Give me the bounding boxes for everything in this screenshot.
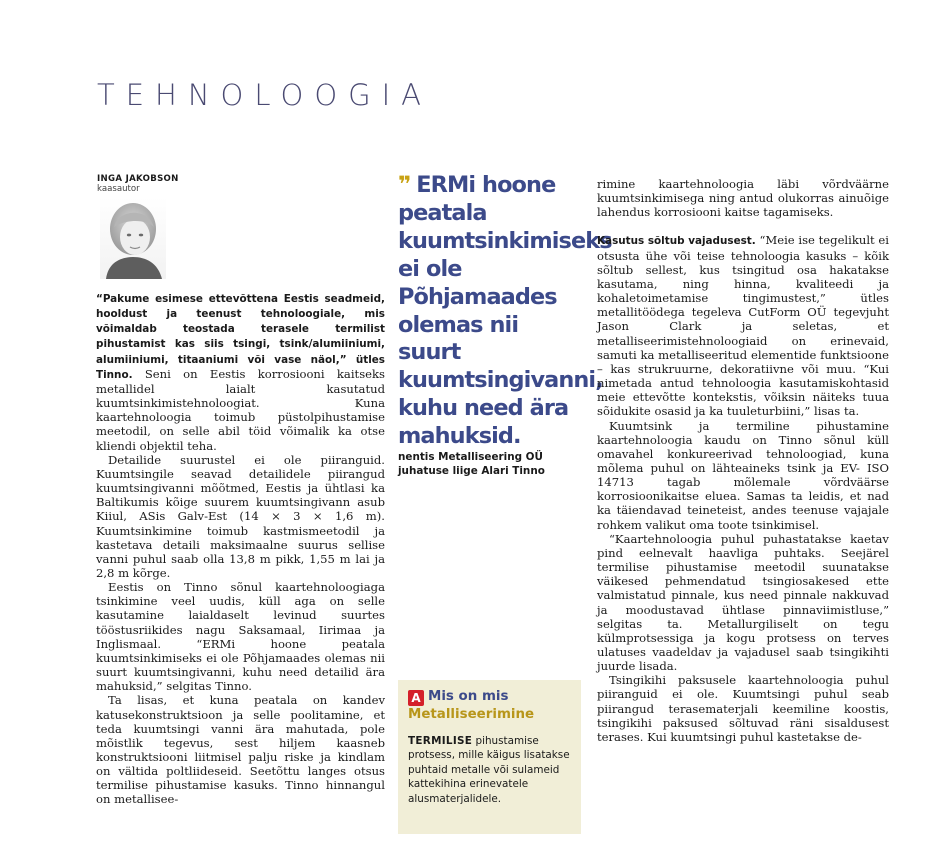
- paragraph: Kuumtsink ja termiline pihustamine kaartehnoloogia kaudu on Tinno sõnul küll omavahel konkureerivad tehnoloogiad, kuna mõlema puhul on lähteaineks tsink ja EV- ISO 14713 tagab mõlemale võrdväärse korrosioonikaitse eluea. Samas ta leidis, et nad ka täiendavad teineteist, andes teenuse vajajale rohkem valikut oma toote tsinkimisel.: [597, 418, 889, 532]
- paragraph: Eestis on Tinno sõnul kaartehnoloogiaga tsinkimine veel uudis, küll aga on selle kasutamine laialdaselt levinud suurtes tööstusriikides nagu Saksamaal, Iirimaa ja Inglismaal. “ERMi hoone peatala kuumtsinkimiseks ei ole Põhjamaades olemas nii suurt kuumtsingivanni, kuhu need detailid ära mahuksid,” selgitas Tinno.: [96, 580, 385, 694]
- paragraph: rimine kaartehnoloogia läbi võrdväärne kuumtsinkimisega ning antud olukorras ainuõige lahendus korrosiooni kaitse tagamiseks.: [597, 177, 889, 220]
- lead-rest: Seni on Eestis korrosiooni kaitseks metallidel laialt kasutatud kuumtsinkimistehnoloogiat. Kuna kaartehnoloogia toimub püstolpihustamise meetodil, on selle abil töid võimalik ka otse kliendi objektil teha.: [96, 366, 385, 453]
- subheading: Kasutus sõltub vajadusest.: [597, 235, 756, 248]
- section-title: TEHNOLOOGIA: [97, 78, 433, 112]
- info-box: [398, 680, 581, 834]
- info-title-line2: Metalliseerimine: [408, 707, 535, 722]
- pull-quote: [398, 172, 612, 478]
- info-definition: pihustamise protsess, mille käigus lisatakse puhtaid metalle või sulameid kattekihina erinevatele alusmaterjalidele.: [408, 735, 570, 805]
- info-title-line1: Mis on mis: [428, 689, 509, 704]
- paragraph: Tsingikihi paksusele kaartehnoloogia puhul piiranguid ei ole. Kuumtsingi puhul seab piirangud terasematerjali keemiline koostis, tsingikihi paksused sõltuvad räni sisaldusest terases. Kui kuumtsingi puhul kastetakse de-: [597, 673, 889, 744]
- quote-source: nentis Metalliseering OÜ juhatuse liige Alari Tinno: [398, 451, 545, 477]
- lead-quote: “Pakume esimese ettevõttena Eestis seadmeid, hooldust ja teenust tehnoloogiale, mis võimaldab teostada terasele termilist pihustamist kas siis tsingi, tsink/alumiiniumi, alumiiniumi, titaaniumi või vase näol,” ütles Tinno.: [96, 293, 385, 381]
- info-box-heading: [408, 688, 580, 724]
- quote-mark-icon: ❞: [398, 172, 411, 198]
- article-column-3: [597, 177, 889, 744]
- info-box-body: [408, 734, 576, 806]
- quote-text: ERMi hoone peatala kuumtsinkimiseks ei ole Põhjamaades olemas nii suurt kuumtsingivanni, kuhu need ära mahuksid.: [398, 172, 612, 450]
- paragraph: Ta lisas, et kuna peatala on kandev katusekonstruktsioon ja selle poolitamine, et teda kuumtsingi vanni ära mahutada, pole mõistlik tegevus, sest hiljem kaasneb konstruktsiooni liitmisel palju riske ja kindlam on vältida poltliideseid. Seetõttu langes otsus termilise pihustamise kasuks. Tinno hinnangul on metallisee-: [96, 693, 385, 807]
- info-badge-icon: A: [408, 690, 424, 706]
- author-name: INGA JAKOBSON: [97, 174, 179, 184]
- article-column-1: [96, 291, 385, 807]
- info-term: TERMILISE: [408, 735, 473, 747]
- paragraph-rest: “Meie ise tegelikult ei otsusta ühe või teise tehnoloogia kasuks – kõik sõltub sellest, kus tsingitud osa hakatakse kasutama, ning hinna, kvaliteedi ja kohaletoimetamise tingimustest,” ütles metallitöödega tegeleva CutForm OÜ tegevjuht Jason Clark ja seletas, et metalliseerimistehnoloogiaid on erinevaid, samuti ka metalliseeritud elementide funktsioone – kas strukruurne, dekoratiivne või muu. “Kui nimetada antud tehnoloogia kasutamiskohtasid meie ettevõtte kontekstis, võiksin näiteks tuua sõidukite osasid ja ka tuuleturbiini,” lisas ta.: [597, 233, 890, 419]
- lead-paragraph: [96, 291, 385, 453]
- paragraph: Detailide suurustel ei ole piiranguid. Kuumtsingile seavad detailidele piirangud kuumtsingivanni mõõtmed, Eestis ja ühtlasi ka Baltikumis kõige suurem kuumtsingivann asub Kiiul, ASis Galv-Est (14 × 3 × 1,6 m). Kuumtsinkimine toimub kastmismeetodil ja kastetava detaili maksimaalne suurus sellise vanni puhul saab olla 13,8 m pikk, 1,55 m lai ja 2,8 m kõrge.: [96, 452, 385, 580]
- author-photo: [100, 197, 166, 279]
- author-role: kaasautor: [97, 184, 140, 194]
- paragraph: [597, 233, 889, 418]
- paragraph: “Kaartehnoloogia puhul puhastatakse kaetav pind eelnevalt haavliga puhtaks. Seejärel termilise pihustamise meetodil suunatakse väikesed pehmendatud tsingiosakesed ette valmistatud pinnale, kus need pinnale nakkuvad ja moodustavad ühtlase pinnaviimistluse,” selgitas ta. Metallurgiliselt on tegu külmprotsessiga ja kogu protsess on terves ulatuses vaadeldav ja vajadusel saab tsingikihti juurde lisada.: [597, 531, 889, 674]
